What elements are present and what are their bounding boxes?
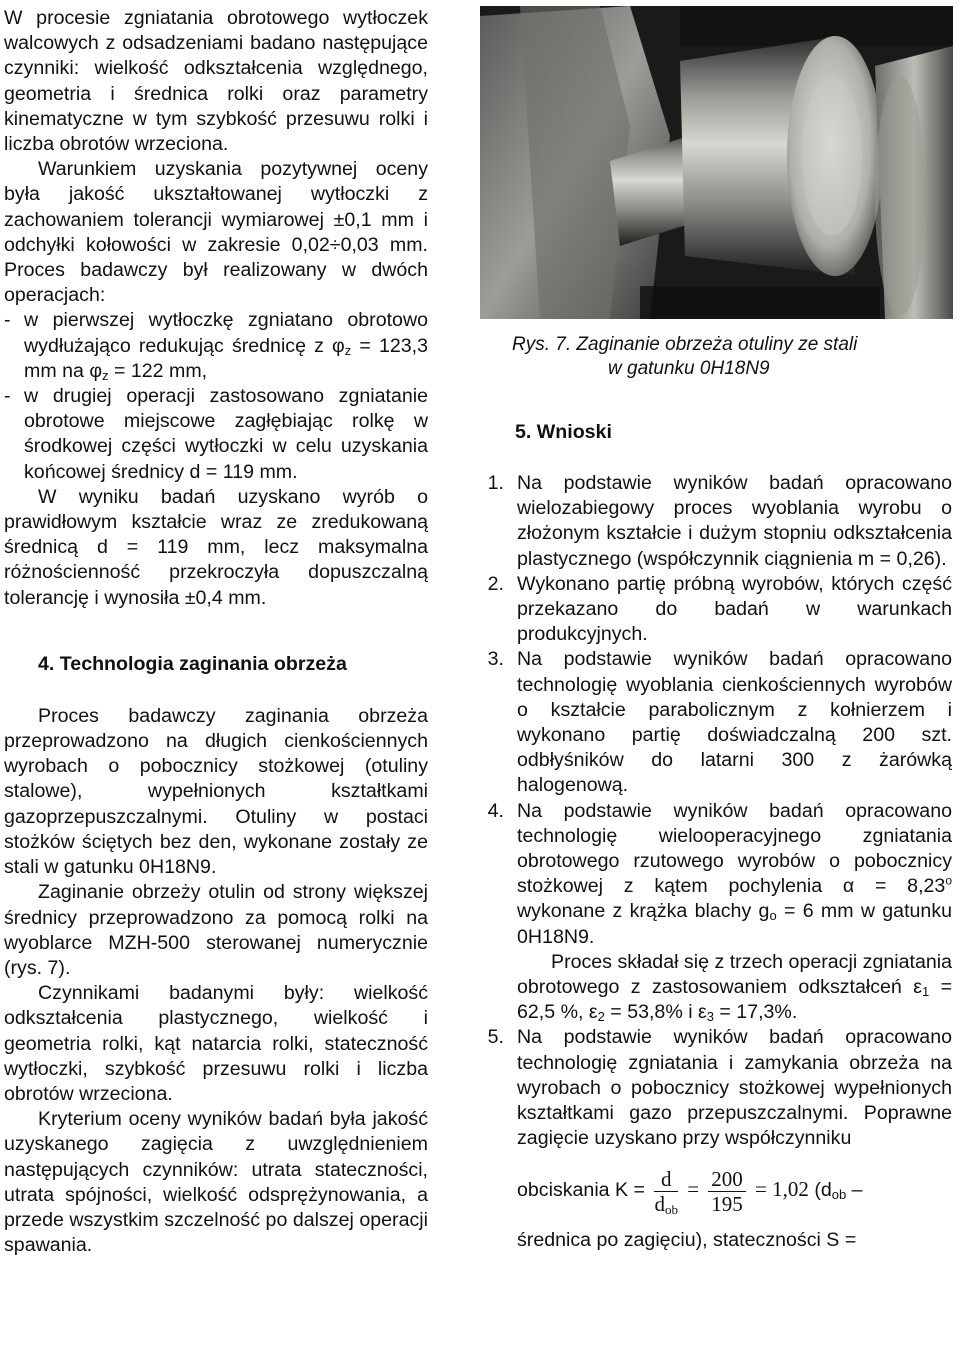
paragraph-intro: W procesie zgniatania obrotowego wytłoczek walcowych z odsadzeniami badano następujące czynniki: wielkość odkształcenia względnego, geometria i średnica rolki oraz parametry kinematyczne w tym szybkość przesuwu rolki i liczba obrotów wrzeciona. <box>4 7 428 156</box>
paragraph-result: W wyniku badań uzyskano wyrób o prawidłowym kształcie wraz ze zredukowaną średnicą d = 119 mm, lecz maksymalna różnościenność przekroczyła dopuszczalną tolerancję i wynosiła ±0,4 mm. <box>4 485 428 609</box>
paragraph-criteria: Warunkiem uzyskania pozytywnej oceny była jakość ukształtowanej wytłoczki z zachowaniem tolerancji wymiarowej ±0,1 mm i odchyłki kołowości w zakresie 0,02÷0,03 mm. Proces badawczy był realizowany w dwóch operacjach: <box>4 158 428 307</box>
left-column <box>4 6 428 1258</box>
list-item: 3. Na podstawie wyników badań opracowano technologię wyoblania cienkościennych wyrobów o kształcie parabolicznym z kołnierzem i wykonano partię doświadczalną 200 szt. odbłyśników do latarni 300 z żarówką halogenową. <box>487 648 952 797</box>
paragraph-bending: Zaginanie obrzeży otulin od strony większej średnicy przeprowadzono za pomocą rolki na wyoblarce MZH-500 sterowanej numerycznie (rys. 7). <box>4 881 428 979</box>
list-item: 4. Na podstawie wyników badań opracowano technologię wielooperacyjnego zgniatania obrotowego rzutowego wyrobów o pobocznicy stożkowej z kątem pochylenia $\alpha = 8,23^o$ wykonane z krążka blachy $g_o = 6$ mm w gatunku 0H18N9. Proces składał się z trzech operacji zgniatania obrotowego z zastosowaniem odkształceń $\varepsilon_1 = 62,5$ %, $\varepsilon_2 = 53,8\%$ i $\varepsilon_3 = 17,3\%$. <box>487 799 953 1025</box>
figure-caption: Rys. 7. Zaginanie obrzeża otuliny ze stali w gatunku 0H18N9 <box>512 334 858 379</box>
section-heading-5: 5. Wnioski <box>515 421 612 443</box>
paragraph-process: Proces badawczy zaginania obrzeża przeprowadzono na długich cienkościennych wyrobach o pobocznicy stożkowej (otuliny stalowe), wypełnionych kształtkami gazoprzepuszczalnymi. Otuliny w postaci stożków ściętych bez den, wykonane zostały ze stali w gatunku 0H18N9. <box>4 704 428 879</box>
section-heading-4: 4. Technologia zaginania obrzeża <box>38 652 347 675</box>
right-column <box>480 6 952 1254</box>
fraction-d-over-dob: $\frac{d}{d_{ob}}$ <box>654 1166 678 1217</box>
list-item: 2. Wykonano partię próbną wyrobów, których część przekazano do badań w warunkach produkcyjnych. <box>487 572 952 646</box>
list-item: 1. Na podstawie wyników badań opracowano wielozabiegowy proces wyoblania wyrobu o złożonym kształcie i dużym stopniu odkształcenia plastycznego (współczynnik ciągnienia m = 0,26). <box>487 472 952 570</box>
operation-1: - w pierwszej wytłoczkę zgniatano obrotowo wydłużająco redukując średnicę z $\varphi_z = 123,3$ mm na $\varphi_z = 122$ mm, <box>4 308 428 384</box>
list-item: 5. Na podstawie wyników badań opracowano technologię zgniatania i zamykania obrzeża na wyrobach o pobocznicy stożkowej wypełnionych kształtkami gazo przepuszczalnymi. Poprawne zagięcie uzyskano przy współczynniku obciskania K = $\frac{d}{d_{ob}}$ = $\frac{200}{195}$ = 1,02 ($d_{ob}$ – średnica po zagięciu), stateczności S = <box>487 1026 952 1252</box>
paragraph-factors: Czynnikami badanymi były: wielkość odkształcenia plastycznego, wielkość i geometria rolki, kąt natarcia rolki, stateczność wytłoczki, szybkość przesuwu rolki i liczba obrotów wrzeciona. <box>4 982 428 1105</box>
operation-2: - w drugiej operacji zastosowano zgniatanie obrotowe miejscowe zagłębiając rolkę w środkowej części wytłoczki w celu uzyskania końcowej średnicy d = 119 mm. <box>4 384 428 485</box>
paragraph-evaluation: Kryterium oceny wyników badań była jakość uzyskanego zagięcia z uwzględnieniem następujących czynników: utrata stateczności, utrata spójności, wielkość odsprężynowania, a przede wszystkim szczelność po dalszej operacji spawania. <box>4 1108 428 1257</box>
conclusions-list <box>480 471 952 1254</box>
figure-7-photo <box>480 6 953 319</box>
formula-k: obciskania K = $\frac{d}{d_{ob}}$ = $\frac{200}{195}$ = 1,02 ($d_{ob}$ – <box>517 1166 863 1217</box>
fraction-200-over-195: $\frac{200}{195}$ <box>708 1167 746 1216</box>
